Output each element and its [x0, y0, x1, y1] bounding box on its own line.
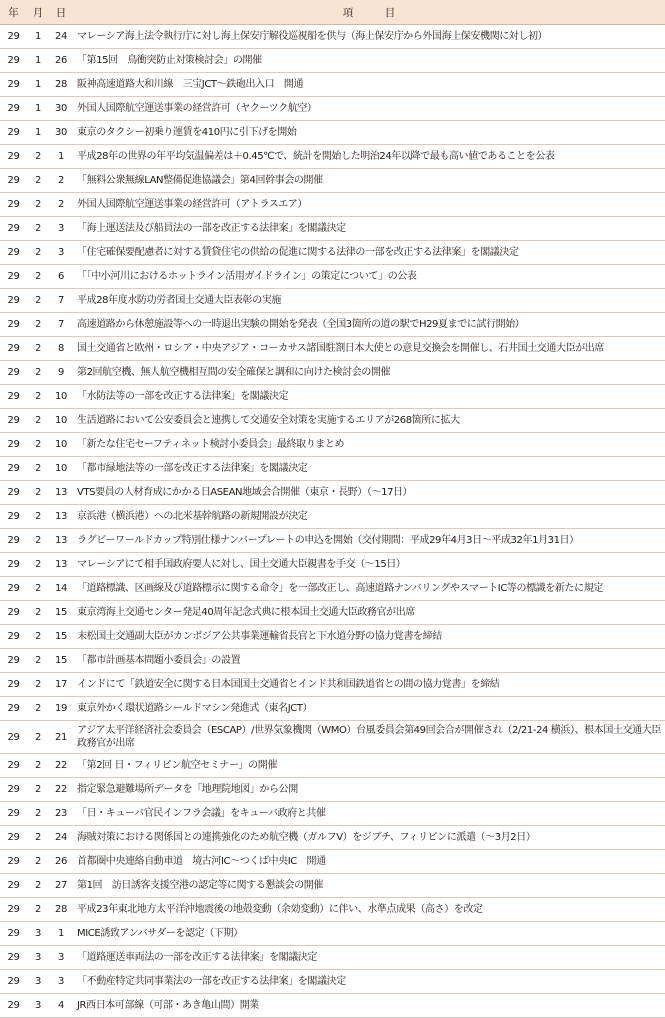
row-item: 東京湾海上交通センター発足40周年記念式典に根本国土交通大臣政務官が出席 [73, 601, 665, 625]
row-item: JR西日本可部線（可部・あき亀山間）開業 [73, 994, 665, 1018]
row-month: 2 [27, 577, 49, 601]
row-month: 1 [27, 49, 49, 73]
row-month: 1 [27, 121, 49, 145]
row-year: 29 [0, 73, 27, 97]
table-row [0, 673, 665, 697]
row-day: 4 [49, 994, 73, 1018]
row-item: 「都市計画基本問題小委員会」の設置 [73, 649, 665, 673]
table-row [0, 697, 665, 721]
row-year: 29 [0, 826, 27, 850]
table-row [0, 922, 665, 946]
row-day: 13 [49, 529, 73, 553]
row-item: アジア太平洋経済社会委員会（ESCAP）/世界気象機関（WMO）台風委員会第49回会合が開催され（2/21-24 横浜）、根本国土交通大臣政務官が出席 [73, 721, 665, 754]
row-year: 29 [0, 49, 27, 73]
table-row [0, 778, 665, 802]
row-day: 7 [49, 289, 73, 313]
row-year: 29 [0, 145, 27, 169]
row-month: 3 [27, 946, 49, 970]
row-day: 26 [49, 49, 73, 73]
row-month: 3 [27, 922, 49, 946]
row-year: 29 [0, 850, 27, 874]
row-year: 29 [0, 97, 27, 121]
row-year: 29 [0, 529, 27, 553]
row-month: 1 [27, 25, 49, 49]
row-month: 2 [27, 313, 49, 337]
row-item: 「海上運送法及び船員法の一部を改正する法律案」を閣議決定 [73, 217, 665, 241]
table-row [0, 553, 665, 577]
table-row [0, 721, 665, 754]
row-day: 15 [49, 625, 73, 649]
row-item: 「住宅確保要配慮者に対する賃貸住宅の供給の促進に関する法律の一部を改正する法律案」を閣議決定 [73, 241, 665, 265]
row-day: 10 [49, 409, 73, 433]
row-item: 「道路運送車両法の一部を改正する法律案」を閣議決定 [73, 946, 665, 970]
row-month: 2 [27, 673, 49, 697]
row-year: 29 [0, 121, 27, 145]
chronology-rows [0, 25, 665, 1018]
row-year: 29 [0, 385, 27, 409]
row-month: 2 [27, 289, 49, 313]
row-month: 2 [27, 553, 49, 577]
row-day: 10 [49, 457, 73, 481]
row-month: 2 [27, 385, 49, 409]
table-row [0, 898, 665, 922]
table-row [0, 457, 665, 481]
table-row [0, 337, 665, 361]
row-item: ラグビーワールドカップ特別仕様ナンバープレートの申込を開始（交付期間：平成29年4月3日～平成32年1月31日） [73, 529, 665, 553]
row-item: 高速道路から休憩施設等への一時退出実験の開始を発表（全国3箇所の道の駅でH29夏までに試行開始） [73, 313, 665, 337]
header-item: 項 目 [73, 0, 665, 25]
row-day: 3 [49, 217, 73, 241]
table-row [0, 73, 665, 97]
row-item: マレーシア海上法令執行庁に対し海上保安庁解役巡視船を供与（海上保安庁から外国海上保安機関に対し初） [73, 25, 665, 49]
row-month: 2 [27, 337, 49, 361]
row-day: 3 [49, 946, 73, 970]
row-item: 外国人国際航空運送事業の経営許可（アトラスエア） [73, 193, 665, 217]
row-day: 22 [49, 754, 73, 778]
row-year: 29 [0, 505, 27, 529]
row-year: 29 [0, 970, 27, 994]
row-year: 29 [0, 553, 27, 577]
row-day: 2 [49, 193, 73, 217]
row-month: 2 [27, 265, 49, 289]
table-row [0, 265, 665, 289]
row-month: 2 [27, 754, 49, 778]
table-row [0, 409, 665, 433]
row-item: 「第15回 鳥衝突防止対策検討会」の開催 [73, 49, 665, 73]
row-day: 2 [49, 169, 73, 193]
table-row [0, 850, 665, 874]
row-item: VTS要員の人材育成にかかる日ASEAN地域会合開催（東京・長野）（～17日） [73, 481, 665, 505]
row-day: 22 [49, 778, 73, 802]
row-day: 15 [49, 601, 73, 625]
row-day: 13 [49, 553, 73, 577]
table-row [0, 601, 665, 625]
row-item: 「水防法等の一部を改正する法律案」を閣議決定 [73, 385, 665, 409]
row-day: 3 [49, 241, 73, 265]
row-year: 29 [0, 313, 27, 337]
row-item: 平成28年の世界の年平均気温偏差は＋0.45℃で、統計を開始した明治24年以降で最も高い値であることを公表 [73, 145, 665, 169]
row-item: 京浜港（横浜港）への北米基幹航路の新規開設が決定 [73, 505, 665, 529]
row-month: 3 [27, 994, 49, 1018]
header-day: 日 [49, 0, 73, 25]
row-item: マレーシアにて相手国政府要人に対し、国土交通大臣親書を手交（～15日） [73, 553, 665, 577]
row-month: 2 [27, 217, 49, 241]
table-row [0, 946, 665, 970]
row-year: 29 [0, 289, 27, 313]
row-item: 東京外かく環状道路シールドマシン発進式（東名JCT） [73, 697, 665, 721]
table-row [0, 97, 665, 121]
row-item: 首都圏中央連絡自動車道 境古河IC～つくば中央IC 開通 [73, 850, 665, 874]
row-item: 「不動産特定共同事業法の一部を改正する法律案」を閣議決定 [73, 970, 665, 994]
row-item: 第1回 訪日誘客支援空港の認定等に関する懇談会の開催 [73, 874, 665, 898]
row-month: 2 [27, 721, 49, 754]
row-year: 29 [0, 898, 27, 922]
table-row [0, 529, 665, 553]
row-item: 平成28年度水防功労者国土交通大臣表彰の実施 [73, 289, 665, 313]
row-year: 29 [0, 802, 27, 826]
row-year: 29 [0, 217, 27, 241]
header-year: 年 [0, 0, 27, 25]
row-month: 2 [27, 457, 49, 481]
table-row [0, 826, 665, 850]
row-month: 1 [27, 97, 49, 121]
row-month: 2 [27, 649, 49, 673]
row-month: 2 [27, 409, 49, 433]
row-month: 2 [27, 505, 49, 529]
row-year: 29 [0, 433, 27, 457]
row-year: 29 [0, 697, 27, 721]
row-month: 2 [27, 778, 49, 802]
table-row [0, 145, 665, 169]
row-item: 「「中小河川におけるホットライン活用ガイドライン」の策定について」の公表 [73, 265, 665, 289]
row-day: 10 [49, 433, 73, 457]
row-item: 指定緊急避難場所データを「地理院地図」から公開 [73, 778, 665, 802]
header-month: 月 [27, 0, 49, 25]
row-month: 2 [27, 169, 49, 193]
table-row [0, 25, 665, 49]
row-day: 19 [49, 697, 73, 721]
row-day: 9 [49, 361, 73, 385]
row-item: 東京のタクシー初乗り運賃を410円に引下げを開始 [73, 121, 665, 145]
row-item: 末松国土交通副大臣がカンボジア公共事業運輸省長官と下水道分野の協力覚書を締結 [73, 625, 665, 649]
row-year: 29 [0, 754, 27, 778]
row-item: 外国人国際航空運送事業の経営許可（ヤクーツク航空） [73, 97, 665, 121]
row-day: 13 [49, 505, 73, 529]
row-month: 2 [27, 826, 49, 850]
row-month: 2 [27, 874, 49, 898]
row-item: 生活道路において公安委員会と連携して交通安全対策を実施するエリアが268箇所に拡大 [73, 409, 665, 433]
row-item: インドにて「鉄道安全に関する日本国国土交通省とインド共和国鉄道省との間の協力覚書」を締結 [73, 673, 665, 697]
row-day: 17 [49, 673, 73, 697]
row-item: 平成23年東北地方太平洋沖地震後の地殻変動（余効変動）に伴い、水準点成果（高さ）を改定 [73, 898, 665, 922]
table-row [0, 121, 665, 145]
row-day: 1 [49, 922, 73, 946]
row-day: 13 [49, 481, 73, 505]
row-day: 30 [49, 97, 73, 121]
row-year: 29 [0, 625, 27, 649]
table-row [0, 649, 665, 673]
row-year: 29 [0, 673, 27, 697]
row-item: 「第2回 日・フィリピン航空セミナー」の開催 [73, 754, 665, 778]
row-year: 29 [0, 193, 27, 217]
row-year: 29 [0, 169, 27, 193]
row-item: 海賊対策における関係国との連携強化のため航空機（ガルフV）をジブチ、フィリピンに派遣（～3月2日） [73, 826, 665, 850]
row-year: 29 [0, 25, 27, 49]
row-day: 8 [49, 337, 73, 361]
row-item: 「無料公衆無線LAN整備促進協議会」第4回幹事会の開催 [73, 169, 665, 193]
row-day: 23 [49, 802, 73, 826]
row-day: 7 [49, 313, 73, 337]
row-month: 2 [27, 850, 49, 874]
table-row [0, 193, 665, 217]
row-year: 29 [0, 241, 27, 265]
row-day: 21 [49, 721, 73, 754]
table-row [0, 289, 665, 313]
row-month: 2 [27, 601, 49, 625]
row-year: 29 [0, 649, 27, 673]
row-item: 阪神高速道路大和川線 三宝JCT～鉄砲出入口 開通 [73, 73, 665, 97]
row-month: 2 [27, 361, 49, 385]
table-row [0, 313, 665, 337]
table-row [0, 241, 665, 265]
row-day: 24 [49, 826, 73, 850]
row-year: 29 [0, 481, 27, 505]
row-month: 3 [27, 970, 49, 994]
row-day: 15 [49, 649, 73, 673]
row-day: 3 [49, 970, 73, 994]
table-row [0, 802, 665, 826]
row-month: 2 [27, 241, 49, 265]
row-year: 29 [0, 577, 27, 601]
row-month: 2 [27, 697, 49, 721]
row-month: 1 [27, 73, 49, 97]
row-item: 「都市緑地法等の一部を改正する法律案」を閣議決定 [73, 457, 665, 481]
row-day: 30 [49, 121, 73, 145]
row-day: 24 [49, 25, 73, 49]
table-row [0, 505, 665, 529]
row-item: 第2回航空機、無人航空機相互間の安全確保と調和に向けた検討会の開催 [73, 361, 665, 385]
table-row [0, 49, 665, 73]
row-item: MICE誘致アンバサダーを認定（下期） [73, 922, 665, 946]
row-day: 28 [49, 898, 73, 922]
table-row [0, 994, 665, 1018]
table-row [0, 433, 665, 457]
row-year: 29 [0, 721, 27, 754]
header-row [0, 0, 665, 25]
table-row [0, 481, 665, 505]
row-month: 2 [27, 481, 49, 505]
row-year: 29 [0, 361, 27, 385]
row-day: 14 [49, 577, 73, 601]
row-day: 26 [49, 850, 73, 874]
table-row [0, 625, 665, 649]
row-item: 「新たな住宅セーフティネット検討小委員会」最終取りまとめ [73, 433, 665, 457]
row-year: 29 [0, 994, 27, 1018]
row-year: 29 [0, 601, 27, 625]
table-row [0, 970, 665, 994]
row-day: 10 [49, 385, 73, 409]
row-item: 国土交通省と欧州・ロシア・中央アジア・コーカサス諸国駐劄日本大使との意見交換会を開催し、石井国土交通大臣が出席 [73, 337, 665, 361]
row-month: 2 [27, 433, 49, 457]
row-year: 29 [0, 409, 27, 433]
table-row [0, 754, 665, 778]
row-day: 28 [49, 73, 73, 97]
table-row [0, 385, 665, 409]
row-month: 2 [27, 802, 49, 826]
row-year: 29 [0, 337, 27, 361]
row-day: 1 [49, 145, 73, 169]
table-row [0, 577, 665, 601]
table-row [0, 874, 665, 898]
row-month: 2 [27, 193, 49, 217]
row-month: 2 [27, 625, 49, 649]
table-row [0, 169, 665, 193]
row-year: 29 [0, 457, 27, 481]
row-month: 2 [27, 898, 49, 922]
row-year: 29 [0, 922, 27, 946]
row-item: 「道路標識、区画線及び道路標示に関する命令」を一部改正し、高速道路ナンバリングやスマートIC等の標識を新たに規定 [73, 577, 665, 601]
row-day: 27 [49, 874, 73, 898]
table-row [0, 361, 665, 385]
row-day: 6 [49, 265, 73, 289]
row-year: 29 [0, 778, 27, 802]
row-year: 29 [0, 946, 27, 970]
row-month: 2 [27, 145, 49, 169]
row-month: 2 [27, 529, 49, 553]
table-row [0, 217, 665, 241]
row-year: 29 [0, 265, 27, 289]
row-year: 29 [0, 874, 27, 898]
row-item: 「日・キューバ官民インフラ会議」をキューバ政府と共催 [73, 802, 665, 826]
